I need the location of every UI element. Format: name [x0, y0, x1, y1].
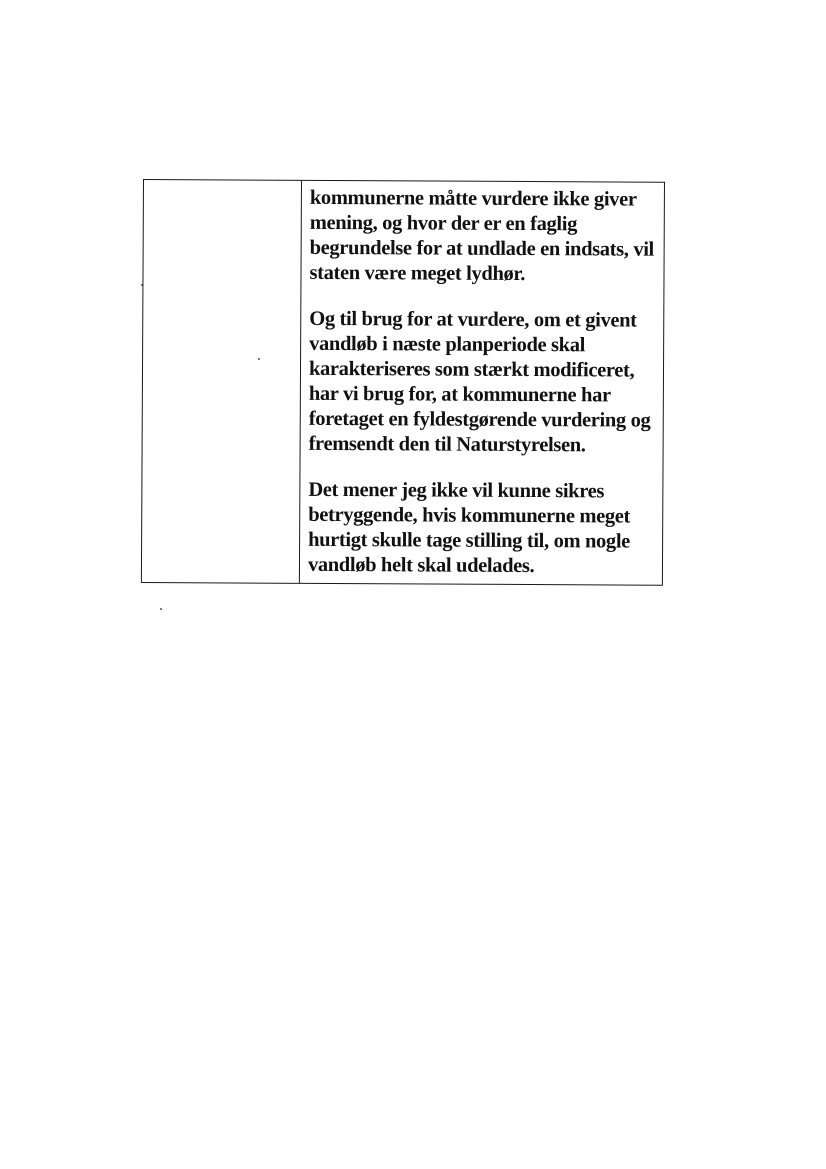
scan-speck [160, 608, 162, 610]
table-cell-left [142, 180, 302, 583]
paragraph: Og til brug for at vurdere, om et givent vandløb i næste planperiode skal karakteriseres som stærkt modificeret, har vi brug for, at kommunerne har foretaget en fyldestgørende vurdering og fremsendt den til Naturstyrelsen. [308, 307, 651, 457]
document-table [141, 179, 665, 586]
table-cell-right [300, 181, 664, 585]
paragraph: Det mener jeg ikke vil kunne sikres betryggende, hvis kommunerne meget hurtigt skulle tage stilling til, om nogle vandløb helt skal udelades. [307, 478, 631, 578]
paragraph: kommunerne måtte vurdere ikke giver mening, og hvor der er en faglig begrundelse for at undlade en indsats, vil staten være meget lydhør. [309, 186, 655, 286]
